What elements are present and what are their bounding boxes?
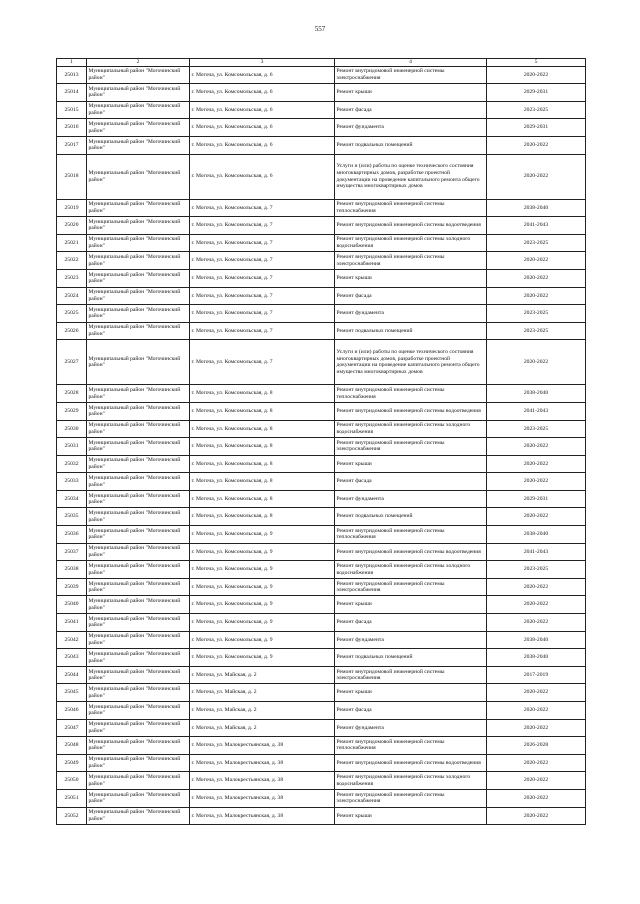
table-row	[57, 754, 586, 772]
period-cell: 2026-2028	[487, 737, 586, 755]
work-type-cell: Ремонт внутридомовой инженерной системы электроснабжения	[335, 578, 487, 596]
address-cell: г. Могоча, ул. Майская, д. 2	[190, 684, 335, 702]
table-row	[57, 684, 586, 702]
row-number-cell: 25038	[57, 561, 87, 579]
table-row	[57, 719, 586, 737]
address-cell: г. Могоча, ул. Комсомольская, д. 9	[190, 596, 335, 614]
table-row	[57, 807, 586, 825]
table-row	[57, 119, 586, 137]
district-cell: Муниципальный район "Могочинский район"	[87, 269, 190, 287]
row-number-cell: 25014	[57, 84, 87, 102]
district-cell: Муниципальный район "Могочинский район"	[87, 807, 190, 825]
address-cell: г. Могоча, ул. Комсомольская, д. 8	[190, 473, 335, 491]
period-cell: 2023-2025	[487, 234, 586, 252]
row-number-cell: 25044	[57, 666, 87, 684]
row-number-cell: 25027	[57, 340, 87, 385]
district-cell: Муниципальный район "Могочинский район"	[87, 473, 190, 491]
row-number-cell: 25013	[57, 66, 87, 84]
period-cell: 2020-2022	[487, 508, 586, 526]
work-type-cell: Ремонт внутридомовой инженерной системы холодного водоснабжения	[335, 234, 487, 252]
district-cell: Муниципальный район "Могочинский район"	[87, 614, 190, 632]
row-number-cell: 25018	[57, 154, 87, 199]
address-cell: г. Могоча, ул. Комсомольская, д. 6	[190, 154, 335, 199]
district-cell: Муниципальный район "Могочинский район"	[87, 154, 190, 199]
district-cell: Муниципальный район "Могочинский район"	[87, 543, 190, 561]
period-cell: 2017-2019	[487, 666, 586, 684]
address-cell: г. Могоча, ул. Комсомольская, д. 7	[190, 287, 335, 305]
address-cell: г. Могоча, ул. Комсомольская, д. 7	[190, 199, 335, 217]
table-row	[57, 702, 586, 720]
table-row	[57, 217, 586, 235]
address-cell: г. Могоча, ул. Малокрестьянская, д. 38	[190, 789, 335, 807]
period-cell: 2020-2022	[487, 702, 586, 720]
address-cell: г. Могоча, ул. Комсомольская, д. 6	[190, 84, 335, 102]
address-cell: г. Могоча, ул. Комсомольская, д. 8	[190, 490, 335, 508]
row-number-cell: 25033	[57, 473, 87, 491]
address-cell: г. Могоча, ул. Малокрестьянская, д. 38	[190, 737, 335, 755]
period-cell: 2020-2022	[487, 269, 586, 287]
work-type-cell: Ремонт внутридомовой инженерной системы водоотведения	[335, 402, 487, 420]
address-cell: г. Могоча, ул. Комсомольская, д. 7	[190, 269, 335, 287]
table-row	[57, 666, 586, 684]
work-type-cell: Ремонт внутридомовой инженерной системы теплоснабжения	[335, 385, 487, 403]
district-cell: Муниципальный район "Могочинский район"	[87, 649, 190, 667]
row-number-cell: 25019	[57, 199, 87, 217]
work-type-cell: Ремонт крыши	[335, 269, 487, 287]
row-number-cell: 25026	[57, 322, 87, 340]
table-row	[57, 402, 586, 420]
district-cell: Муниципальный район "Могочинский район"	[87, 631, 190, 649]
column-header-2: 2	[87, 59, 190, 67]
row-number-cell: 25031	[57, 438, 87, 456]
district-cell: Муниципальный район "Могочинский район"	[87, 561, 190, 579]
table-row	[57, 66, 586, 84]
address-cell: г. Могоча, ул. Комсомольская, д. 7	[190, 340, 335, 385]
work-type-cell: Ремонт подвальных помещений	[335, 649, 487, 667]
row-number-cell: 25048	[57, 737, 87, 755]
period-cell: 2041-2043	[487, 543, 586, 561]
address-cell: г. Могоча, ул. Малокрестьянская, д. 38	[190, 772, 335, 790]
table-row	[57, 322, 586, 340]
row-number-cell: 25032	[57, 455, 87, 473]
district-cell: Муниципальный район "Могочинский район"	[87, 578, 190, 596]
period-cell: 2020-2022	[487, 772, 586, 790]
work-type-cell: Ремонт внутридомовой инженерной системы холодного водоснабжения	[335, 561, 487, 579]
address-cell: г. Могоча, ул. Комсомольская, д. 7	[190, 322, 335, 340]
work-type-cell: Ремонт внутридомовой инженерной системы электроснабжения	[335, 666, 487, 684]
table-row	[57, 199, 586, 217]
table-row	[57, 526, 586, 544]
row-number-cell: 25034	[57, 490, 87, 508]
row-number-cell: 25022	[57, 252, 87, 270]
period-cell: 2029-2031	[487, 490, 586, 508]
period-cell: 2038-2040	[487, 199, 586, 217]
address-cell: г. Могоча, ул. Майская, д. 2	[190, 666, 335, 684]
district-cell: Муниципальный район "Могочинский район"	[87, 789, 190, 807]
period-cell: 2020-2022	[487, 340, 586, 385]
work-type-cell: Ремонт внутридомовой инженерной системы теплоснабжения	[335, 526, 487, 544]
work-type-cell: Ремонт подвальных помещений	[335, 136, 487, 154]
work-type-cell: Ремонт внутридомовой инженерной системы водоотведения	[335, 754, 487, 772]
row-number-cell: 25042	[57, 631, 87, 649]
address-cell: г. Могоча, ул. Комсомольская, д. 9	[190, 543, 335, 561]
work-type-cell: Ремонт внутридомовой инженерной системы теплоснабжения	[335, 737, 487, 755]
period-cell: 2020-2022	[487, 455, 586, 473]
page-number: 557	[314, 25, 326, 33]
table-row	[57, 269, 586, 287]
period-cell: 2023-2025	[487, 561, 586, 579]
period-cell: 2020-2022	[487, 136, 586, 154]
row-number-cell: 25050	[57, 772, 87, 790]
district-cell: Муниципальный район "Могочинский район"	[87, 702, 190, 720]
address-cell: г. Могоча, ул. Комсомольская, д. 8	[190, 385, 335, 403]
work-type-cell: Ремонт внутридомовой инженерной системы электроснабжения	[335, 438, 487, 456]
district-cell: Муниципальный район "Могочинский район"	[87, 737, 190, 755]
period-cell: 2038-2040	[487, 649, 586, 667]
column-header-4: 4	[335, 59, 487, 67]
period-cell: 2020-2022	[487, 473, 586, 491]
table-body	[57, 66, 586, 825]
period-cell: 2023-2025	[487, 322, 586, 340]
period-cell: 2020-2022	[487, 154, 586, 199]
table-row	[57, 543, 586, 561]
row-number-cell: 25049	[57, 754, 87, 772]
row-number-cell: 25017	[57, 136, 87, 154]
period-cell: 2041-2043	[487, 217, 586, 235]
district-cell: Муниципальный район "Могочинский район"	[87, 666, 190, 684]
address-cell: г. Могоча, ул. Майская, д. 2	[190, 702, 335, 720]
work-type-cell: Ремонт фасада	[335, 473, 487, 491]
address-cell: г. Могоча, ул. Комсомольская, д. 9	[190, 631, 335, 649]
work-type-cell: Ремонт внутридомовой инженерной системы теплоснабжения	[335, 199, 487, 217]
work-type-cell: Ремонт фундамента	[335, 119, 487, 137]
address-cell: г. Могоча, ул. Комсомольская, д. 9	[190, 649, 335, 667]
row-number-cell: 25024	[57, 287, 87, 305]
district-cell: Муниципальный район "Могочинский район"	[87, 719, 190, 737]
row-number-cell: 25030	[57, 420, 87, 438]
table-row	[57, 649, 586, 667]
table-row	[57, 596, 586, 614]
address-cell: г. Могоча, ул. Комсомольская, д. 9	[190, 614, 335, 632]
row-number-cell: 25037	[57, 543, 87, 561]
period-cell: 2020-2022	[487, 287, 586, 305]
period-cell: 2041-2043	[487, 402, 586, 420]
address-cell: г. Могоча, ул. Комсомольская, д. 8	[190, 402, 335, 420]
period-cell: 2020-2022	[487, 807, 586, 825]
work-type-cell: Ремонт внутридомовой инженерной системы холодного водоснабжения	[335, 772, 487, 790]
column-header-3: 3	[190, 59, 335, 67]
period-cell: 2038-2040	[487, 631, 586, 649]
work-type-cell: Ремонт подвальных помещений	[335, 508, 487, 526]
work-type-cell: Ремонт внутридомовой инженерной системы холодного водоснабжения	[335, 420, 487, 438]
address-cell: г. Могоча, ул. Комсомольская, д. 6	[190, 136, 335, 154]
column-header-5: 5	[487, 59, 586, 67]
district-cell: Муниципальный район "Могочинский район"	[87, 101, 190, 119]
table-row	[57, 420, 586, 438]
period-cell: 2020-2022	[487, 438, 586, 456]
district-cell: Муниципальный район "Могочинский район"	[87, 754, 190, 772]
address-cell: г. Могоча, ул. Комсомольская, д. 6	[190, 66, 335, 84]
period-cell: 2038-2040	[487, 385, 586, 403]
table-row	[57, 438, 586, 456]
address-cell: г. Могоча, ул. Комсомольская, д. 7	[190, 252, 335, 270]
district-cell: Муниципальный район "Могочинский район"	[87, 287, 190, 305]
district-cell: Муниципальный район "Могочинский район"	[87, 490, 190, 508]
table-row	[57, 234, 586, 252]
table-row	[57, 614, 586, 632]
district-cell: Муниципальный район "Могочинский район"	[87, 252, 190, 270]
district-cell: Муниципальный район "Могочинский район"	[87, 772, 190, 790]
table-row	[57, 455, 586, 473]
address-cell: г. Могоча, ул. Комсомольская, д. 7	[190, 217, 335, 235]
work-type-cell: Ремонт фундамента	[335, 631, 487, 649]
district-cell: Муниципальный район "Могочинский район"	[87, 234, 190, 252]
row-number-cell: 25045	[57, 684, 87, 702]
table-row	[57, 154, 586, 199]
row-number-cell: 25025	[57, 305, 87, 323]
row-number-cell: 25029	[57, 402, 87, 420]
table-row	[57, 772, 586, 790]
work-type-cell: Ремонт крыши	[335, 684, 487, 702]
work-type-cell: Ремонт крыши	[335, 455, 487, 473]
address-cell: г. Могоча, ул. Комсомольская, д. 8	[190, 508, 335, 526]
district-cell: Муниципальный район "Могочинский район"	[87, 322, 190, 340]
work-type-cell: Ремонт подвальных помещений	[335, 322, 487, 340]
district-cell: Муниципальный район "Могочинский район"	[87, 684, 190, 702]
work-type-cell: Ремонт внутридомовой инженерной системы водоотведения	[335, 543, 487, 561]
address-cell: г. Могоча, ул. Комсомольская, д. 7	[190, 234, 335, 252]
table-row	[57, 631, 586, 649]
row-number-cell: 25020	[57, 217, 87, 235]
row-number-cell: 25016	[57, 119, 87, 137]
work-type-cell: Ремонт внутридомовой инженерной системы электроснабжения	[335, 789, 487, 807]
period-cell: 2020-2022	[487, 754, 586, 772]
table-row	[57, 561, 586, 579]
address-cell: г. Могоча, ул. Комсомольская, д. 9	[190, 578, 335, 596]
row-number-cell: 25046	[57, 702, 87, 720]
address-cell: г. Могоча, ул. Комсомольская, д. 6	[190, 101, 335, 119]
table-row	[57, 473, 586, 491]
district-cell: Муниципальный район "Могочинский район"	[87, 199, 190, 217]
table-row	[57, 508, 586, 526]
work-type-cell: Ремонт фасада	[335, 101, 487, 119]
address-cell: г. Могоча, ул. Комсомольская, д. 6	[190, 119, 335, 137]
period-cell: 2029-2031	[487, 84, 586, 102]
row-number-cell: 25028	[57, 385, 87, 403]
district-cell: Муниципальный район "Могочинский район"	[87, 596, 190, 614]
district-cell: Муниципальный район "Могочинский район"	[87, 84, 190, 102]
row-number-cell: 25036	[57, 526, 87, 544]
period-cell: 2020-2022	[487, 614, 586, 632]
table-row	[57, 789, 586, 807]
district-cell: Муниципальный район "Могочинский район"	[87, 217, 190, 235]
address-cell: г. Могоча, ул. Комсомольская, д. 8	[190, 438, 335, 456]
district-cell: Муниципальный район "Могочинский район"	[87, 66, 190, 84]
period-cell: 2023-2025	[487, 101, 586, 119]
table-row	[57, 490, 586, 508]
work-type-cell: Ремонт фундамента	[335, 305, 487, 323]
address-cell: г. Могоча, ул. Комсомольская, д. 9	[190, 561, 335, 579]
row-number-cell: 25039	[57, 578, 87, 596]
row-number-cell: 25041	[57, 614, 87, 632]
work-type-cell: Ремонт внутридомовой инженерной системы водоотведения	[335, 217, 487, 235]
work-type-cell: Ремонт внутридомовой инженерной системы электроснабжения	[335, 66, 487, 84]
period-cell: 2020-2022	[487, 596, 586, 614]
row-number-cell: 25040	[57, 596, 87, 614]
row-number-cell: 25015	[57, 101, 87, 119]
district-cell: Муниципальный район "Могочинский район"	[87, 508, 190, 526]
district-cell: Муниципальный район "Могочинский район"	[87, 305, 190, 323]
row-number-cell: 25051	[57, 789, 87, 807]
period-cell: 2023-2025	[487, 420, 586, 438]
address-cell: г. Могоча, ул. Комсомольская, д. 7	[190, 305, 335, 323]
table-row	[57, 252, 586, 270]
period-cell: 2023-2025	[487, 305, 586, 323]
work-type-cell: Ремонт крыши	[335, 596, 487, 614]
column-header-1: 1	[57, 59, 87, 67]
period-cell: 2020-2022	[487, 252, 586, 270]
work-type-cell: Ремонт фасада	[335, 287, 487, 305]
address-cell: г. Могоча, ул. Малокрестьянская, д. 38	[190, 754, 335, 772]
address-cell: г. Могоча, ул. Комсомольская, д. 9	[190, 526, 335, 544]
work-type-cell: Ремонт внутридомовой инженерной системы электроснабжения	[335, 252, 487, 270]
row-number-cell: 25035	[57, 508, 87, 526]
table-row	[57, 737, 586, 755]
district-cell: Муниципальный район "Могочинский район"	[87, 402, 190, 420]
address-cell: г. Могоча, ул. Комсомольская, д. 8	[190, 420, 335, 438]
period-cell: 2020-2022	[487, 789, 586, 807]
row-number-cell: 25021	[57, 234, 87, 252]
table-row	[57, 84, 586, 102]
address-cell: г. Могоча, ул. Комсомольская, д. 8	[190, 455, 335, 473]
work-type-cell: Ремонт фасада	[335, 614, 487, 632]
work-type-cell: Услуги и (или) работы по оценке технического состояния многоквартирных домов, разработке проектной документации на проведение капитального ремонта общего имущества многоквартирных домов	[335, 154, 487, 199]
district-cell: Муниципальный район "Могочинский район"	[87, 438, 190, 456]
row-number-cell: 25023	[57, 269, 87, 287]
table-row	[57, 578, 586, 596]
address-cell: г. Могоча, ул. Малокрестьянская, д. 38	[190, 807, 335, 825]
period-cell: 2038-2040	[487, 526, 586, 544]
table-header-row	[57, 59, 586, 67]
row-number-cell: 25052	[57, 807, 87, 825]
period-cell: 2029-2031	[487, 119, 586, 137]
table-row	[57, 340, 586, 385]
period-cell: 2020-2022	[487, 578, 586, 596]
district-cell: Муниципальный район "Могочинский район"	[87, 455, 190, 473]
table-row	[57, 385, 586, 403]
work-type-cell: Ремонт крыши	[335, 807, 487, 825]
district-cell: Муниципальный район "Могочинский район"	[87, 385, 190, 403]
work-type-cell: Ремонт фасада	[335, 702, 487, 720]
district-cell: Муниципальный район "Могочинский район"	[87, 526, 190, 544]
table-row	[57, 305, 586, 323]
district-cell: Муниципальный район "Могочинский район"	[87, 420, 190, 438]
table-row	[57, 287, 586, 305]
work-type-cell: Ремонт фундамента	[335, 490, 487, 508]
address-cell: г. Могоча, ул. Майская, д. 2	[190, 719, 335, 737]
period-cell: 2020-2022	[487, 66, 586, 84]
district-cell: Муниципальный район "Могочинский район"	[87, 119, 190, 137]
row-number-cell: 25043	[57, 649, 87, 667]
table-row	[57, 136, 586, 154]
period-cell: 2020-2022	[487, 684, 586, 702]
district-cell: Муниципальный район "Могочинский район"	[87, 136, 190, 154]
period-cell: 2020-2022	[487, 719, 586, 737]
repair-plan-table	[56, 58, 586, 825]
district-cell: Муниципальный район "Могочинский район"	[87, 340, 190, 385]
work-type-cell: Ремонт фундамента	[335, 719, 487, 737]
row-number-cell: 25047	[57, 719, 87, 737]
work-type-cell: Услуги и (или) работы по оценке технического состояния многоквартирных домов, разработке проектной документации на проведение капитального ремонта общего имущества многоквартирных домов	[335, 340, 487, 385]
work-type-cell: Ремонт крыши	[335, 84, 487, 102]
table-row	[57, 101, 586, 119]
